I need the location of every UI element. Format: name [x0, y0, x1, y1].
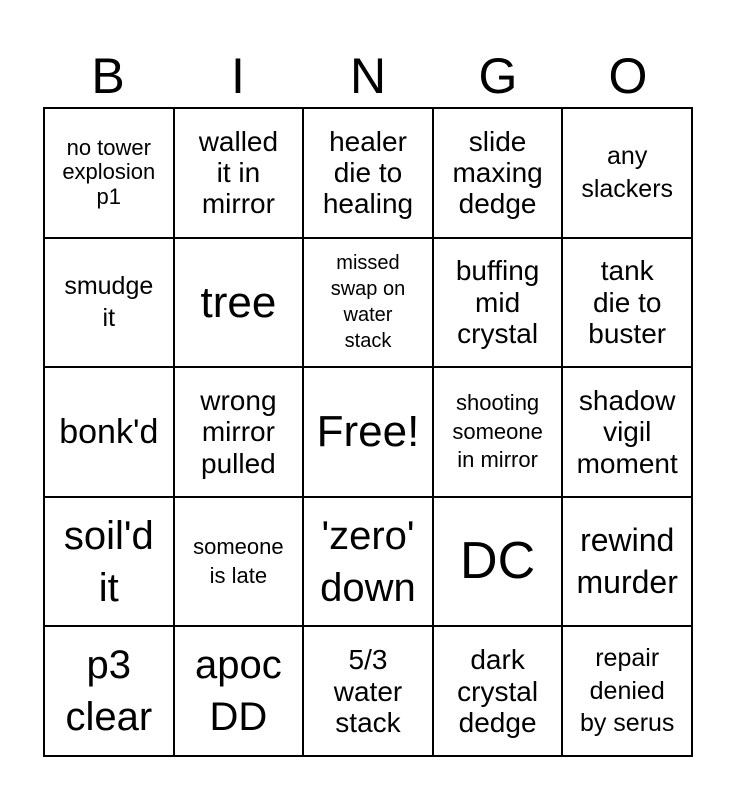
cell-text: wrong mirror pulled [200, 384, 277, 479]
cell-text: shooting someone in mirror [452, 390, 543, 473]
cell-text: someone is late [193, 534, 284, 588]
cell-text: any slackers [581, 142, 674, 203]
cell-text: no tower explosion p1 [62, 134, 156, 210]
bingo-cell[interactable] [562, 497, 692, 627]
bingo-cell[interactable] [303, 626, 433, 756]
bingo-cell[interactable] [562, 108, 692, 238]
cell-text: shadow vigil moment [576, 384, 678, 479]
bingo-cell[interactable] [562, 238, 692, 368]
bingo-cell[interactable] [174, 108, 304, 238]
bingo-cell[interactable] [44, 626, 174, 756]
free-space-text: Free! [316, 407, 420, 457]
bingo-cell[interactable] [303, 497, 433, 627]
cell-text: rewind murder [576, 522, 678, 600]
cell-text: walled it in mirror [198, 125, 279, 220]
cell-text: apoc DD [195, 643, 282, 740]
header-letter-n: N [349, 48, 387, 104]
header-letter-g: G [478, 48, 518, 104]
bingo-cell[interactable] [174, 367, 304, 497]
bingo-cell[interactable] [174, 497, 304, 627]
bingo-cell[interactable] [44, 238, 174, 368]
bingo-cell[interactable] [433, 497, 563, 627]
bingo-cell[interactable] [174, 626, 304, 756]
cell-text: dark crystal dedge [457, 644, 539, 738]
cell-text: repair denied by serus [579, 644, 675, 738]
bingo-cell[interactable] [433, 238, 563, 368]
bingo-cell[interactable] [433, 108, 563, 238]
cell-text: buffing mid crystal [455, 255, 540, 350]
bingo-cell[interactable] [174, 238, 304, 368]
header-letter-o: O [608, 48, 648, 104]
cell-text: p3 clear [65, 643, 153, 740]
bingo-cell[interactable] [303, 108, 433, 238]
cell-text: slide maxing dedge [452, 125, 543, 220]
bingo-cell[interactable] [562, 626, 692, 756]
bingo-cell[interactable] [433, 626, 563, 756]
bingo-cell[interactable] [303, 238, 433, 368]
bingo-cell[interactable] [433, 367, 563, 497]
cell-text: tank die to buster [588, 255, 667, 350]
bingo-cell[interactable] [562, 367, 692, 497]
bingo-grid [43, 107, 693, 757]
cell-text: 'zero' down [320, 513, 416, 610]
cell-text: DC [460, 532, 536, 591]
bingo-header [43, 46, 693, 106]
free-space-cell[interactable] [303, 367, 433, 497]
cell-text: 5/3 water stack [333, 644, 403, 738]
cell-text: healer die to healing [322, 125, 414, 220]
bingo-cell[interactable] [44, 108, 174, 238]
cell-text: smudge it [64, 271, 154, 333]
bingo-cell[interactable] [44, 497, 174, 627]
cell-text: tree [200, 277, 277, 327]
cell-text: bonk'd [59, 412, 159, 451]
header-letter-i: I [231, 48, 245, 104]
cell-text: soil'd it [63, 513, 154, 610]
cell-text: missed swap on water stack [330, 252, 406, 353]
header-letter-b: B [91, 48, 125, 104]
bingo-cell[interactable] [44, 367, 174, 497]
